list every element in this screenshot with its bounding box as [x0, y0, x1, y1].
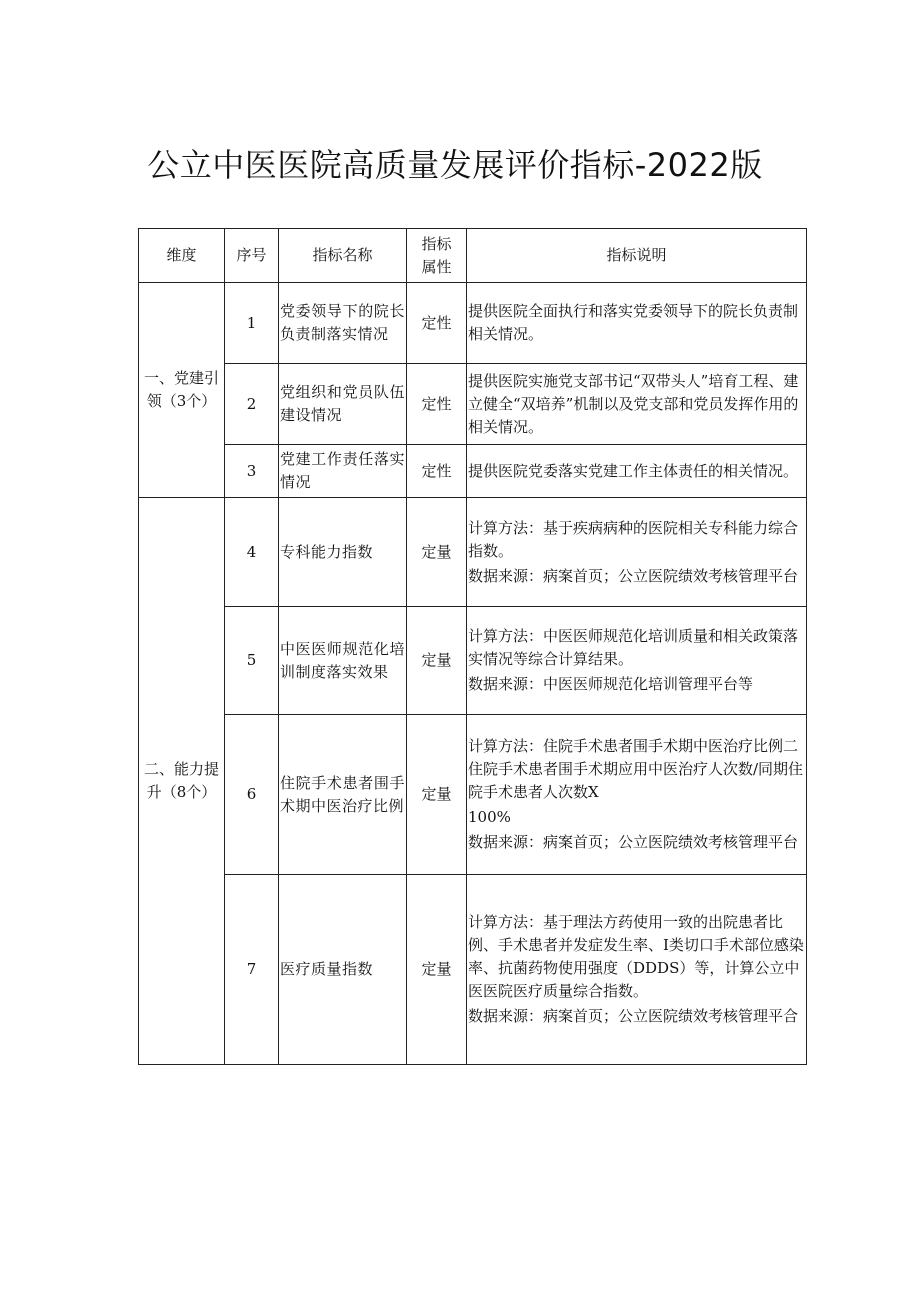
description-text: 计算方法：中医医师规范化培训质量和相关政策落实情况等综合计算结果。: [468, 627, 799, 668]
description-text: 数据来源：病案首页；公立医院绩效考核管理平合: [468, 1007, 799, 1025]
description-text: 100%: [468, 808, 511, 826]
table-row: [139, 445, 807, 498]
description-text: 数据来源：病案首页；公立医院绩效考核管理平台: [468, 833, 799, 851]
indicator-table: [138, 228, 807, 1065]
header-dimension: 维度: [139, 229, 225, 283]
header-name: 指标名称: [279, 229, 407, 283]
description-cell: [467, 607, 807, 715]
dimension-cell: 一、党建引领（3个）: [139, 283, 225, 498]
description-text: 数据来源：病案首页；公立医院绩效考核管理平台: [468, 566, 799, 585]
seq-cell: 2: [225, 364, 279, 445]
description-text: 计算方法：基于理法方药使用一致的出院患者比例、手术患者并发症发生率、I类切口手术部位感染率、抗菌药物使用强度（DDDS）等，计算公立中医医院医疗质量综合指数。: [468, 913, 804, 1000]
description-text: 提供医院实施党支部书记“双带头人”培育工程、建立健全“双培养”机制以及党支部和党员发挥作用的相关情况。: [468, 371, 799, 436]
attribute-cell: 定量: [407, 875, 467, 1065]
header-attr: 指标属性: [407, 229, 467, 283]
header-row: [139, 229, 807, 283]
description-cell: [467, 364, 807, 445]
seq-cell: 6: [225, 715, 279, 875]
indicator-name-cell: 党建工作责任落实情况: [279, 445, 407, 498]
attribute-cell: 定性: [407, 364, 467, 445]
indicator-name-cell: 党委领导下的院长负责制落实情况: [279, 283, 407, 364]
seq-cell: 4: [225, 498, 279, 607]
table-row: [139, 607, 807, 715]
description-cell: [467, 498, 807, 607]
table-row: [139, 283, 807, 364]
attribute-cell: 定量: [407, 498, 467, 607]
table-row: [139, 875, 807, 1065]
indicator-name-cell: 党组织和党员队伍建设情况: [279, 364, 407, 445]
attribute-cell: 定量: [407, 607, 467, 715]
header-desc: 指标说明: [467, 229, 807, 283]
dimension-cell: 二、能力提升（8个）: [139, 498, 225, 1065]
seq-cell: 1: [225, 283, 279, 364]
attribute-cell: 定性: [407, 283, 467, 364]
description-text: 提供医院全面执行和落实党委领导下的院长负责制相关情况。: [468, 302, 799, 343]
attribute-cell: 定性: [407, 445, 467, 498]
indicator-name-cell: 医疗质量指数: [279, 875, 407, 1065]
description-cell: [467, 715, 807, 875]
table-row: [139, 364, 807, 445]
description-cell: [467, 445, 807, 498]
description-text: 数据来源：中医医师规范化培训管理平台等: [468, 675, 754, 693]
seq-cell: 5: [225, 607, 279, 715]
indicator-name-cell: 中医医师规范化培训制度落实效果: [279, 607, 407, 715]
description-text: 提供医院党委落实党建工作主体责任的相关情况。: [468, 461, 799, 480]
seq-cell: 3: [225, 445, 279, 498]
indicator-name-cell: 住院手术患者围手术期中医治疗比例: [279, 715, 407, 875]
description-cell: [467, 283, 807, 364]
seq-cell: 7: [225, 875, 279, 1065]
description-cell: [467, 875, 807, 1065]
indicator-name-cell: 专科能力指数: [279, 498, 407, 607]
page-title: 公立中医医院高质量发展评价指标-2022版: [147, 146, 763, 184]
table-row: [139, 498, 807, 607]
header-seq: 序号: [225, 229, 279, 283]
description-text: 计算方法：基于疾病病种的医院相关专科能力综合指数。: [468, 518, 799, 560]
table-row: [139, 715, 807, 875]
description-text: 计算方法：住院手术患者围手术期中医治疗比例二住院手术患者围手术期应用中医治疗人次数/同期住院手术患者人次数X: [468, 737, 804, 801]
attribute-cell: 定量: [407, 715, 467, 875]
